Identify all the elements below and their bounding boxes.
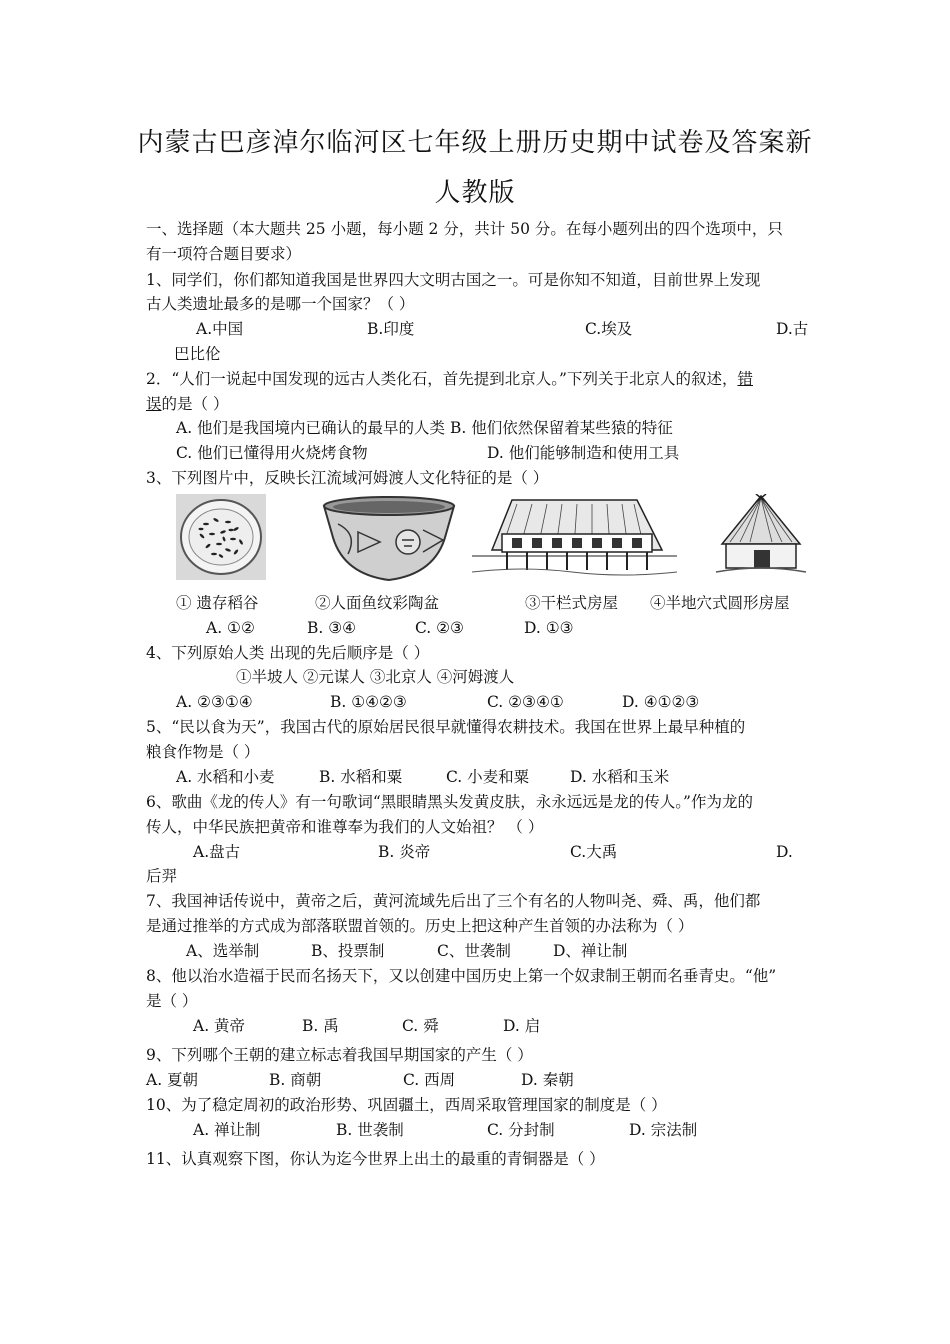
q6-option-a: A.盘古 <box>193 843 241 861</box>
q7-option-b: B、投票制 <box>311 942 385 960</box>
q2-stem-line-1 <box>146 369 753 389</box>
q6-option-b: B. 炎帝 <box>378 843 431 861</box>
q9-option-d: D. 秦朝 <box>521 1071 574 1089</box>
q3-caption-1: ① 遗存稻谷 <box>176 594 259 612</box>
q2-stem-line-2 <box>146 394 228 414</box>
rice-grains-image <box>176 494 266 580</box>
q8-option-b: B. 禹 <box>302 1017 339 1035</box>
q2-stem-tail: 的是（ ） <box>161 395 229 413</box>
q4-option-b: B. ①④②③ <box>330 693 407 711</box>
q10-option-b: B. 世袭制 <box>336 1121 404 1139</box>
q9-option-b: B. 商朝 <box>269 1071 322 1089</box>
q8-option-c: C. 舜 <box>402 1017 439 1035</box>
q10-option-c: C. 分封制 <box>487 1121 555 1139</box>
q10-option-a: A. 禅让制 <box>193 1121 261 1139</box>
q5-option-c: C. 小麦和粟 <box>446 768 530 786</box>
q7-option-d: D、禅让制 <box>553 942 628 960</box>
q1-stem-line-1: 1、同学们，你们都知道我国是世界四大文明古国之一。可是你知不知道，目前世界上发现 <box>146 271 761 289</box>
q2-stem-text: 2．“人们一说起中国发现的远古人类化石，首先提到北京人。”下列关于北京人的叙述， <box>146 370 738 388</box>
q4-stem: 4、下列原始人类 出现的先后顺序是（ ） <box>146 644 430 662</box>
q5-option-d: D. 水稻和玉米 <box>570 768 670 786</box>
round-semi-subterranean-house-image <box>714 494 808 580</box>
q3-stem: 3、下列图片中，反映长江流域河姆渡人文化特征的是（ ） <box>146 469 549 487</box>
q5-option-b: B. 水稻和粟 <box>319 768 403 786</box>
q1-stem-line-2: 古人类遗址最多的是哪一个国家？（ ） <box>146 295 415 313</box>
q4-option-a: A. ②③①④ <box>176 693 253 711</box>
q4-option-c: C. ②③④① <box>487 693 564 711</box>
stilt-house-image <box>472 494 677 580</box>
q8-stem-line-1: 8、他以治水造福于民而名扬天下，又以创建中国历史上第一个奴隶制王朝而名垂青史。“他” <box>146 967 777 985</box>
q10-stem: 10、为了稳定周初的政治形势、巩固疆土，西周采取管理国家的制度是（ ） <box>146 1096 667 1114</box>
q7-stem-line-2: 是通过推举的方式成为部落联盟首领的。历史上把这种产生首领的办法称为（ ） <box>146 917 694 935</box>
page-title-line-1: 内蒙古巴彦淖尔临河区七年级上册历史期中试卷及答案新 <box>137 128 813 158</box>
q6-option-d: D. <box>776 843 793 861</box>
q1-option-a: A.中国 <box>196 320 244 338</box>
q1-option-b: B.印度 <box>367 320 415 338</box>
q7-option-a: A、选举制 <box>186 942 260 960</box>
q1-option-d: D.古 <box>776 320 809 338</box>
page-title-line-2: 人教版 <box>434 178 516 208</box>
q9-stem: 9、下列哪个王朝的建立标志着我国早期国家的产生（ ） <box>146 1046 533 1064</box>
q9-option-a: A. 夏朝 <box>146 1071 199 1089</box>
q3-caption-3: ③干栏式房屋 <box>525 594 619 612</box>
q2-underlined-word-end: 误 <box>146 395 162 413</box>
q1-option-d-continued: 巴比伦 <box>174 345 221 363</box>
q3-option-c: C. ②③ <box>415 619 464 637</box>
q6-option-d-continued: 后羿 <box>146 867 178 885</box>
q7-option-c: C、世袭制 <box>437 942 511 960</box>
q9-option-c: C. 西周 <box>403 1071 456 1089</box>
q2-option-c: C. 他们已懂得用火烧烤食物 <box>176 444 368 462</box>
q6-option-c: C.大禹 <box>570 843 618 861</box>
q4-option-d: D. ④①②③ <box>622 693 700 711</box>
q3-caption-4: ④半地穴式圆形房屋 <box>650 594 790 612</box>
q2-options-a-b: A. 他们是我国境内已确认的最早的人类 B. 他们依然保留着某些猿的特征 <box>176 419 673 437</box>
q8-option-d: D. 启 <box>503 1017 541 1035</box>
q1-option-c: C.埃及 <box>585 320 633 338</box>
section-instructions-line-1: 一、选择题（本大题共 25 小题，每小题 2 分，共计 50 分。在每小题列出的四个选项中，只 <box>146 220 783 238</box>
q3-option-b: B. ③④ <box>307 619 357 637</box>
q6-stem-line-1: 6、歌曲《龙的传人》有一句歌词“黑眼睛黑头发黄皮肤，永永远远是龙的传人。”作为龙的 <box>146 793 753 811</box>
q3-caption-2: ②人面鱼纹彩陶盆 <box>315 594 440 612</box>
q4-items: ①半坡人 ②元谋人 ③北京人 ④河姆渡人 <box>236 668 515 686</box>
q10-option-d: D. 宗法制 <box>629 1121 698 1139</box>
q6-stem-line-2: 传人，中华民族把黄帝和谁尊奉为我们的人文始祖？ （ ） <box>146 818 544 836</box>
q5-option-a: A. 水稻和小麦 <box>176 768 275 786</box>
q7-stem-line-1: 7、我国神话传说中，黄帝之后，黄河流域先后出了三个有名的人物叫尧、舜、禹，他们都 <box>146 892 761 910</box>
q5-stem-line-2: 粮食作物是（ ） <box>146 743 260 761</box>
q5-stem-line-1: 5、“民以食为天”，我国古代的原始居民很早就懂得农耕技术。我国在世界上最早种植的 <box>146 718 746 736</box>
painted-pottery-basin-image <box>318 494 460 584</box>
section-instructions-line-2: 有一项符合题目要求） <box>146 245 302 263</box>
q8-option-a: A. 黄帝 <box>193 1017 246 1035</box>
q2-option-d: D. 他们能够制造和使用工具 <box>487 444 680 462</box>
q3-option-d: D. ①③ <box>524 619 574 637</box>
q3-option-a: A. ①② <box>206 619 255 637</box>
q2-underlined-word-start: 错 <box>737 370 753 388</box>
q11-stem: 11、认真观察下图，你认为迄今世界上出土的最重的青铜器是（ ） <box>146 1150 605 1168</box>
q8-stem-line-2: 是（ ） <box>146 992 198 1010</box>
